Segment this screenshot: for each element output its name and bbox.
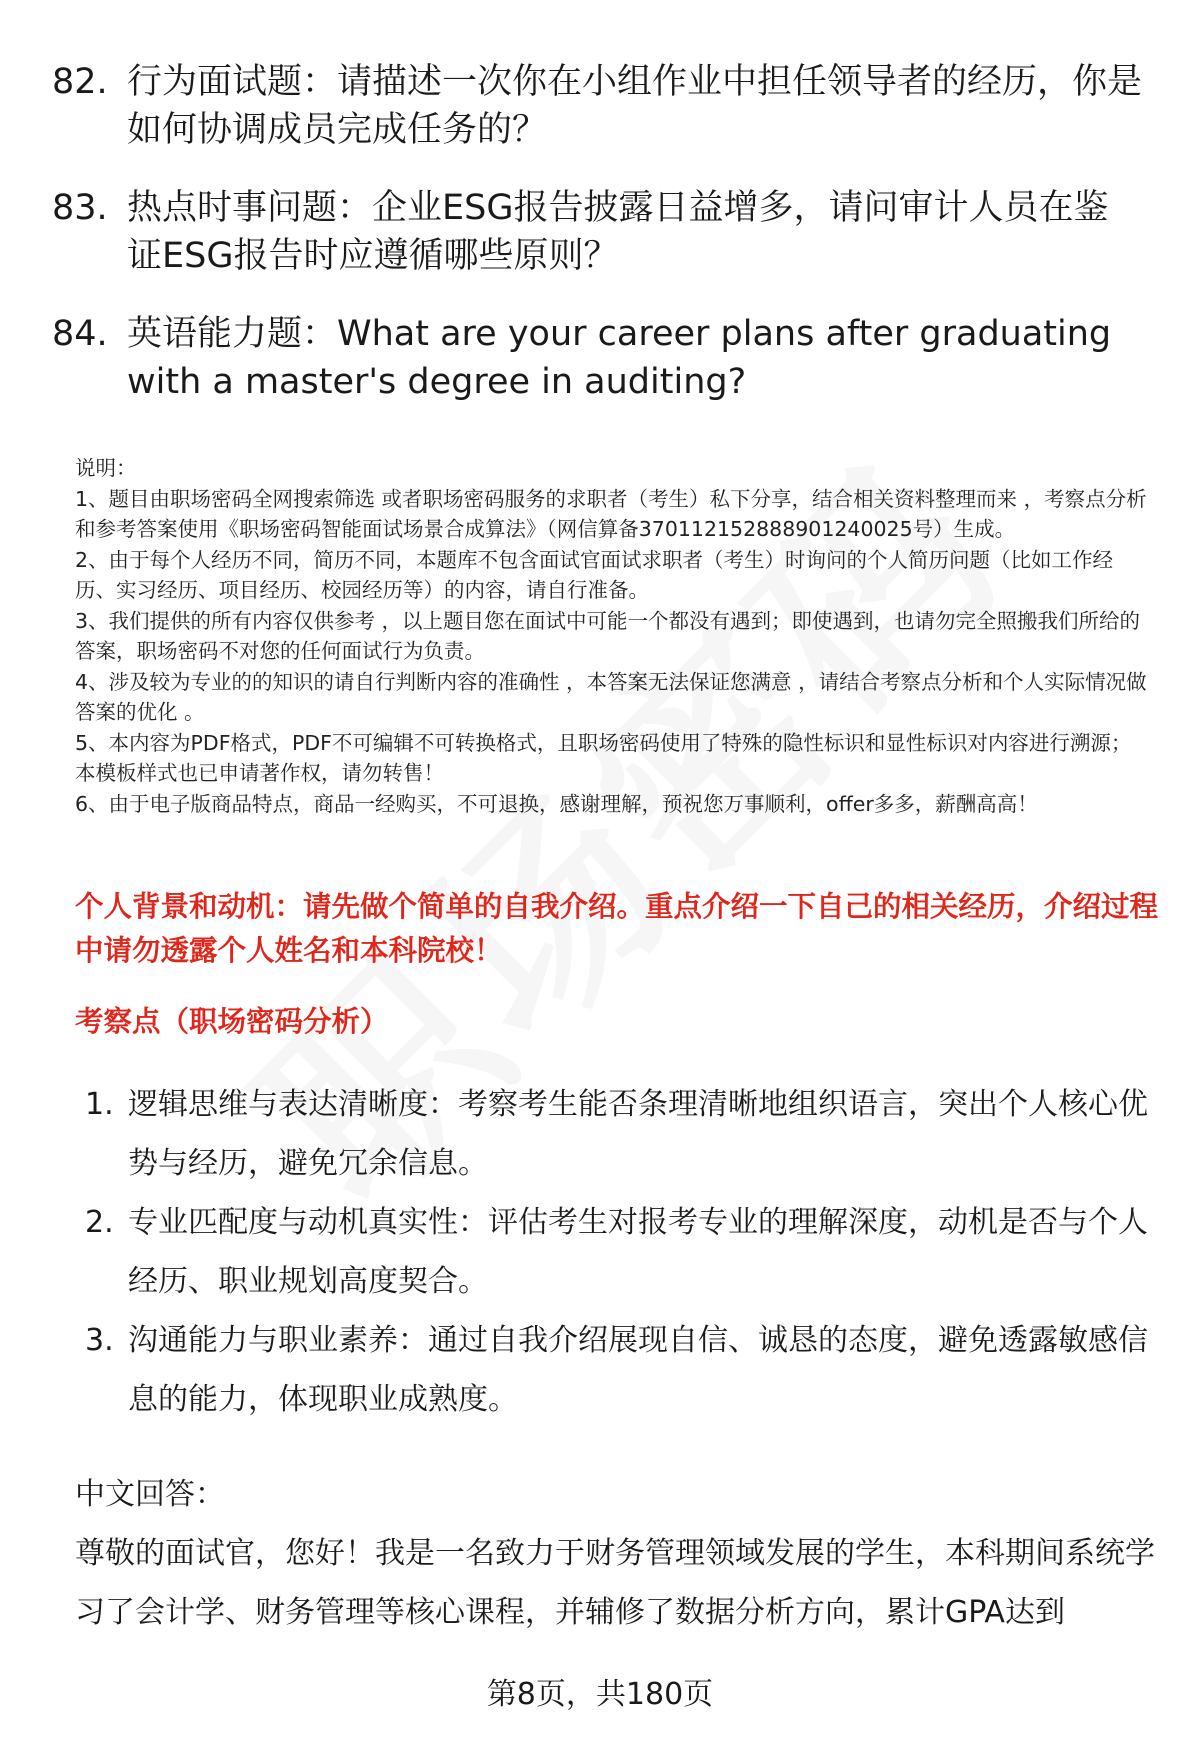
analysis-points xyxy=(85,1075,1160,1429)
page-footer: 第8页，共180页 xyxy=(486,1677,714,1712)
question-item xyxy=(52,184,1142,280)
answer-text: 尊敬的面试官，您好！我是一名致力于财务管理领域发展的学生，本科期间系统学习了会计学、财务管理等核心课程，并辅修了数据分析方向，累计GPA达到 xyxy=(75,1536,1155,1630)
point-number: 3. xyxy=(85,1323,114,1358)
note-item: 6、由于电子版商品特点，商品一经购买，不可退换，感谢理解，预祝您万事顺利，offer多多，薪酬高高！ xyxy=(75,791,1038,816)
question-text: 热点时事问题：企业ESG报告披露日益增多，请问审计人员在鉴证ESG报告时应遵循哪些原则？ xyxy=(127,188,1109,276)
point-text: 沟通能力与职业素养：通过自我介绍展现自信、诚恳的态度，避免透露敏感信息的能力，体现职业成熟度。 xyxy=(128,1323,1148,1417)
question-number: 83. xyxy=(52,188,108,228)
question-text: 英语能力题：What are your career plans after graduating with a master's degree in auditing? xyxy=(127,314,1112,402)
answer-label: 中文回答： xyxy=(75,1477,225,1512)
analysis-point xyxy=(85,1311,1160,1429)
note-item: 3、我们提供的所有内容仅供参考 ，以上题目您在面试中可能一个都没有遇到；即使遇到，也请勿完全照搬我们所给的答案，职场密码不对您的任何面试行为负责。 xyxy=(75,608,1141,663)
notes-heading: 说明： xyxy=(75,456,137,480)
note-item: 1、题目由职场密码全网搜索筛选 或者职场密码服务的求职者（考生）私下分享，结合相关资料整理而来 ，考察点分析和参考答案使用《职场密码智能面试场景合成算法》（网信算备370112152888901240025号）生成。 xyxy=(75,486,1147,541)
answer-section xyxy=(75,1465,1155,1642)
point-number: 1. xyxy=(85,1087,114,1122)
question-text: 行为面试题：请描述一次你在小组作业中担任领导者的经历，你是如何协调成员完成任务的？ xyxy=(127,62,1143,150)
note-item: 4、涉及较为专业的的知识的请自行判断内容的准确性 ，本答案无法保证您满意 ，请结合考察点分析和个人实际情况做答案的优化 。 xyxy=(75,669,1147,724)
note-item: 5、本内容为PDF格式，PDF不可编辑不可转换格式，且职场密码使用了特殊的隐性标识和显性标识对内容进行溯源；本模板样式也已申请著作权，请勿转售！ xyxy=(75,730,1132,785)
question-number: 84. xyxy=(52,314,108,354)
note-item: 2、由于每个人经历不同，简历不同，本题库不包含面试官面试求职者（考生）时询问的个人简历问题（比如工作经历、实习经历、项目经历、校园经历等）的内容，请自行准备。 xyxy=(75,547,1114,602)
point-text: 专业匹配度与动机真实性：评估考生对报考专业的理解深度，动机是否与个人经历、职业规划高度契合。 xyxy=(128,1205,1148,1299)
question-number: 82. xyxy=(52,62,108,102)
point-number: 2. xyxy=(85,1205,114,1240)
analysis-point xyxy=(85,1193,1160,1311)
point-text: 逻辑思维与表达清晰度：考察考生能否条理清晰地组织语言，突出个人核心优势与经历，避免冗余信息。 xyxy=(128,1087,1148,1181)
analysis-point xyxy=(85,1075,1160,1193)
notes-section xyxy=(75,453,1150,819)
section-title: 个人背景和动机：请先做个简单的自我介绍。重点介绍一下自己的相关经历，介绍过程中请勿透露个人姓名和本科院校！ xyxy=(75,890,1159,967)
question-list xyxy=(52,58,1142,436)
question-item xyxy=(52,58,1142,154)
question-item xyxy=(52,310,1142,406)
analysis-title: 考察点（职场密码分析） xyxy=(75,1005,389,1038)
